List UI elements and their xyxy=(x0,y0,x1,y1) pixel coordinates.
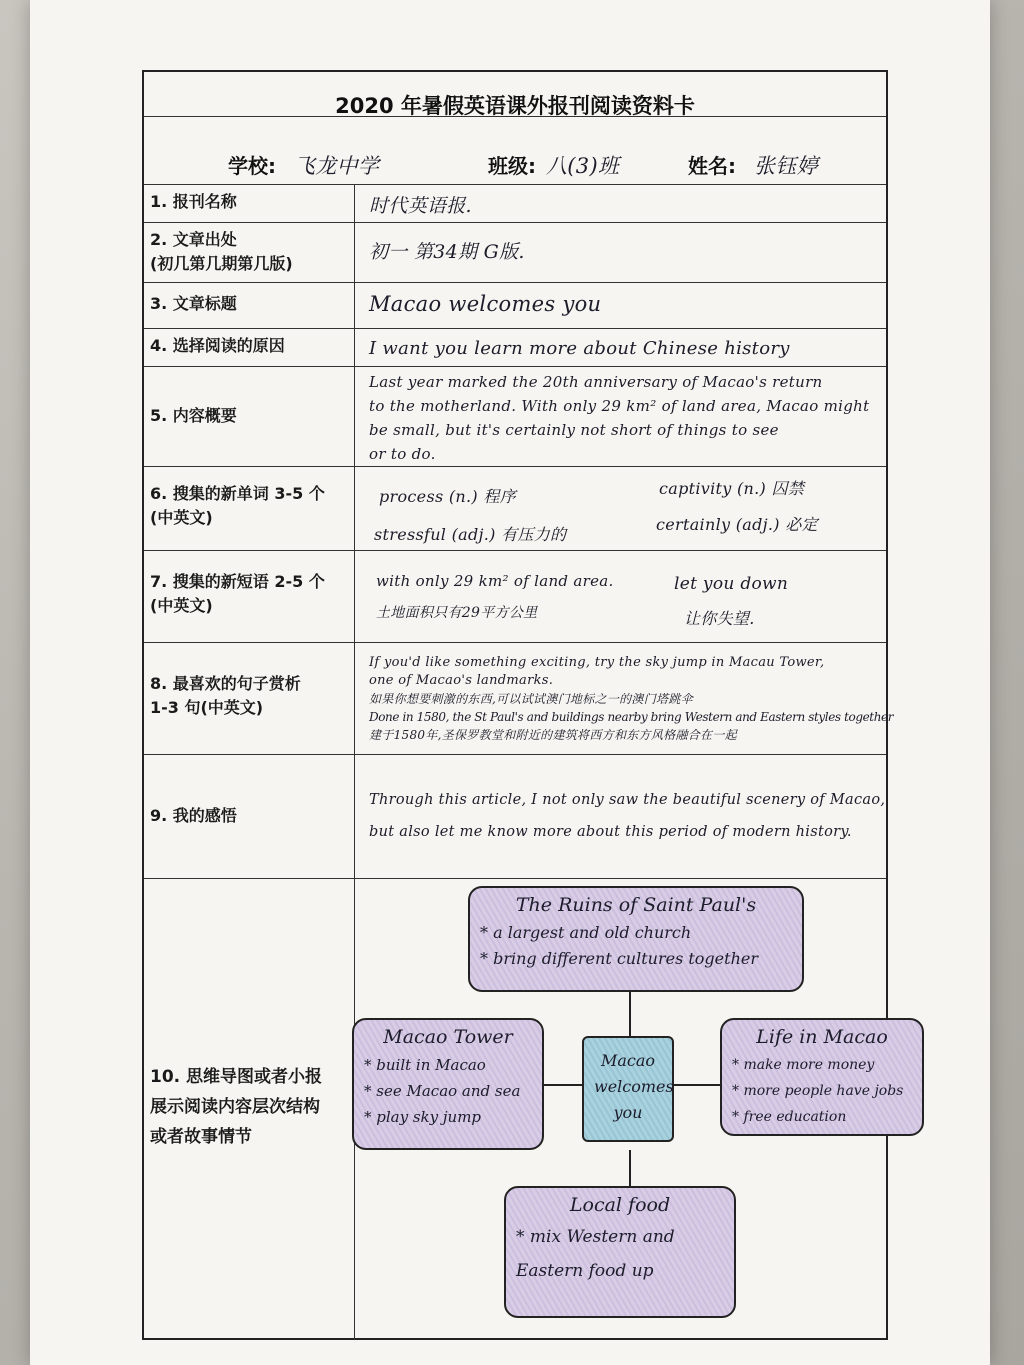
mindmap-node-top xyxy=(468,886,804,992)
divider xyxy=(144,282,886,283)
row-answer-9 xyxy=(369,784,889,848)
mindmap-item: Eastern food up xyxy=(516,1261,654,1281)
summary-line: to the motherland. With only 29 km² of land area, Macao might xyxy=(369,397,870,415)
row-label-7: 7. 搜集的新短语 2-5 个 (中英文) xyxy=(150,572,325,615)
divider xyxy=(144,550,886,551)
mindmap-item: * more people have jobs xyxy=(732,1083,904,1099)
row-answer-2: 初一 第34期 G版. xyxy=(369,241,525,263)
new-phrase: 土地面积只有29平方公里 xyxy=(376,605,538,621)
row-label-6: 6. 搜集的新单词 3-5 个 (中英文) xyxy=(150,484,325,527)
mindmap-item: * see Macao and sea xyxy=(364,1082,521,1100)
sentence-line: Done in 1580, the St Paul's and buildings nearby bring Western and Eastern styles together xyxy=(369,710,894,724)
row-label-2: 2. 文章出处 (初几第几期第几版) xyxy=(150,230,293,273)
row-answer-4: I want you learn more about Chinese history xyxy=(369,338,790,359)
new-phrase: with only 29 km² of land area. xyxy=(376,572,614,590)
school-value: 飞龙中学 xyxy=(294,154,380,178)
column-divider xyxy=(354,184,355,1340)
mindmap-node-bottom xyxy=(504,1186,736,1318)
row-label-3: 3. 文章标题 xyxy=(150,294,237,313)
row-answer-5 xyxy=(369,370,889,466)
reading-card xyxy=(142,70,904,1340)
mindmap-item: * a largest and old church xyxy=(480,923,692,942)
mindmap-node-title: Local food xyxy=(569,1194,671,1216)
mindmap-item: * mix Western and xyxy=(516,1227,675,1247)
class-label: 班级: xyxy=(488,154,536,178)
mindmap-node-center: Macao welcomes you xyxy=(582,1036,674,1142)
card-title: 2020 年暑假英语课外报刊阅读资料卡 xyxy=(335,94,695,118)
divider xyxy=(144,466,886,467)
row-label-9: 9. 我的感悟 xyxy=(150,806,237,825)
mindmap-item: * make more money xyxy=(732,1057,875,1073)
new-word: captivity (n.) 囚禁 xyxy=(659,479,805,498)
summary-line: or to do. xyxy=(369,445,436,463)
mindmap-item: * bring different cultures together xyxy=(480,949,758,968)
reflection-line: but also let me know more about this period of modern history. xyxy=(369,824,852,840)
mindmap-node-title: The Ruins of Saint Paul's xyxy=(515,894,757,916)
reflection-line: Through this article, I not only saw the beautiful scenery of Macao, xyxy=(369,792,886,808)
sentence-line: 如果你想要刺激的东西,可以试试澳门地标之一的澳门塔跳伞 xyxy=(369,692,693,706)
sentence-line: 建于1580年,圣保罗教堂和附近的建筑将西方和东方风格融合在一起 xyxy=(369,728,737,742)
new-phrase: 让你失望. xyxy=(684,609,755,628)
row-answer-3: Macao welcomes you xyxy=(369,292,602,316)
divider xyxy=(144,328,886,329)
mindmap-item: * free education xyxy=(732,1109,847,1125)
class-value: 八(3)班 xyxy=(546,154,620,178)
summary-line: Last year marked the 20th anniversary of Macao's return xyxy=(369,373,823,391)
mindmap-connector xyxy=(544,1084,582,1086)
divider xyxy=(144,366,886,367)
mindmap-item: * play sky jump xyxy=(364,1108,482,1126)
row-label-4: 4. 选择阅读的原因 xyxy=(150,336,285,355)
name-label: 姓名: xyxy=(688,154,736,178)
school-label: 学校: xyxy=(228,154,276,178)
new-phrase: let you down xyxy=(674,574,789,594)
divider xyxy=(144,222,886,223)
new-word: process (n.) 程序 xyxy=(379,487,516,506)
name-value: 张钰婷 xyxy=(754,154,818,178)
divider xyxy=(144,878,886,879)
divider xyxy=(144,116,886,117)
mindmap-connector xyxy=(674,1084,720,1086)
divider xyxy=(144,184,886,185)
mindmap-connector xyxy=(629,992,631,1036)
row-label-8: 8. 最喜欢的句子赏析 1-3 句(中英文) xyxy=(150,674,301,717)
row-answer-8 xyxy=(369,654,894,744)
sentence-line: If you'd like something exciting, try the sky jump in Macau Tower, xyxy=(369,655,825,670)
sentence-line: one of Macao's landmarks. xyxy=(369,673,554,688)
divider xyxy=(144,642,886,643)
mindmap-node-title: Macao Tower xyxy=(383,1026,513,1048)
mindmap-node-left xyxy=(352,1018,544,1150)
row-label-5: 5. 内容概要 xyxy=(150,406,237,425)
summary-line: be small, but it's certainly not short of things to see xyxy=(369,421,779,439)
student-info xyxy=(144,142,886,188)
new-word: stressful (adj.) 有压力的 xyxy=(374,525,567,544)
mindmap-node-title: Life in Macao xyxy=(756,1026,888,1048)
paper-sheet xyxy=(30,0,990,1365)
row-answer-1: 时代英语报. xyxy=(369,195,472,217)
mindmap-node-right xyxy=(720,1018,924,1136)
mindmap-item: * built in Macao xyxy=(364,1056,486,1074)
row-label-10: 10. 思维导图或者小报 展示阅读内容层次结构 或者故事情节 xyxy=(150,1067,323,1147)
new-word: certainly (adj.) 必定 xyxy=(656,515,818,534)
divider xyxy=(144,754,886,755)
row-label-1: 1. 报刊名称 xyxy=(150,192,237,211)
